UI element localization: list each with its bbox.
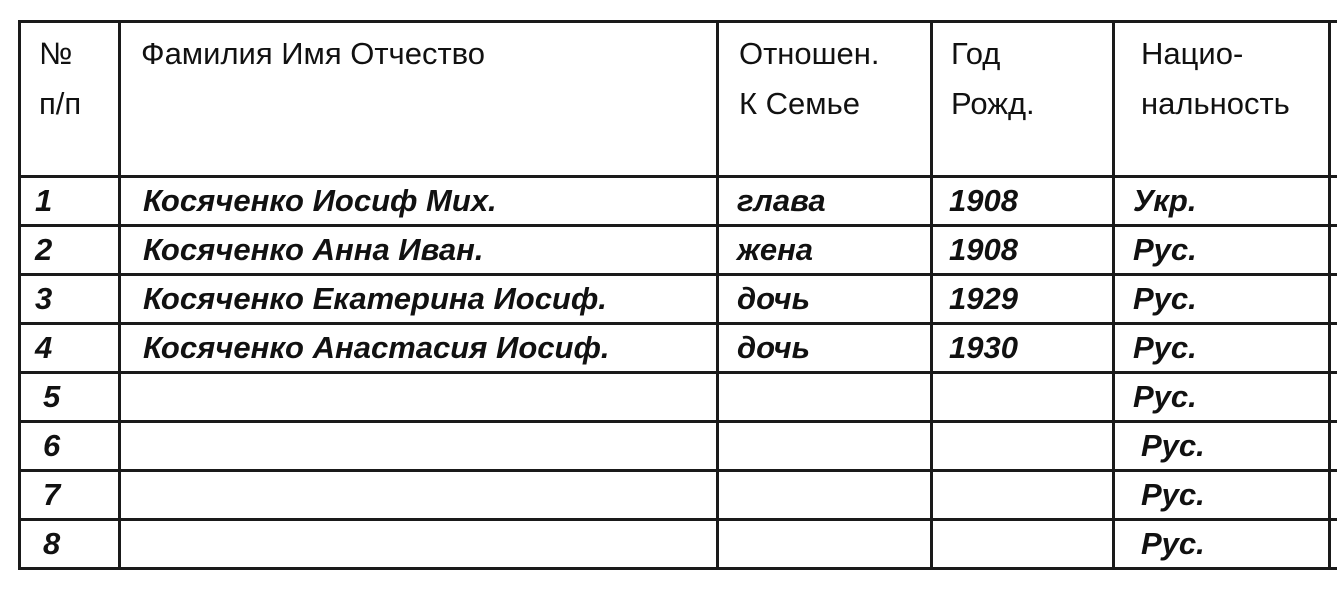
cell-cut-off	[1330, 471, 1337, 520]
cell-nationality	[1114, 373, 1330, 422]
cell-birth-year-text: 1929	[949, 281, 1018, 316]
family-register-table	[18, 20, 1337, 570]
cell-number	[20, 177, 120, 226]
cell-relation-text: дочь	[737, 330, 811, 365]
cell-nationality	[1114, 177, 1330, 226]
cell-relation	[718, 226, 932, 275]
table-row	[20, 275, 1337, 324]
header-nationality	[1114, 22, 1330, 177]
table-row	[20, 324, 1337, 373]
cell-nationality-text: Рус.	[1141, 428, 1205, 463]
cell-relation	[718, 324, 932, 373]
table-row	[20, 422, 1337, 471]
cell-birth-year	[932, 422, 1114, 471]
cell-full-name	[120, 422, 718, 471]
header-nationality-label: Нацио- нальность	[1141, 36, 1290, 121]
cell-number-text: 6	[43, 428, 61, 463]
cell-birth-year	[932, 226, 1114, 275]
table-row	[20, 177, 1337, 226]
header-number-label: № п/п	[39, 36, 82, 121]
cell-relation	[718, 520, 932, 569]
cell-full-name-text: Косяченко Екатерина Иосиф.	[143, 281, 607, 316]
table-row	[20, 471, 1337, 520]
cell-number-text: 5	[43, 379, 61, 414]
cell-nationality	[1114, 520, 1330, 569]
header-full-name	[120, 22, 718, 177]
cell-number-text: 2	[35, 232, 53, 267]
cell-nationality	[1114, 275, 1330, 324]
cell-nationality-text: Рус.	[1141, 477, 1205, 512]
cell-nationality-text: Рус.	[1141, 526, 1205, 561]
cell-number	[20, 324, 120, 373]
cell-relation	[718, 373, 932, 422]
cell-cut-off	[1330, 177, 1337, 226]
cell-number-text: 4	[35, 330, 53, 365]
cell-birth-year-text: 1908	[949, 232, 1018, 267]
cell-full-name-text: Косяченко Анна Иван.	[143, 232, 484, 267]
cell-nationality	[1114, 422, 1330, 471]
cell-number-text: 1	[35, 183, 53, 218]
cell-full-name	[120, 226, 718, 275]
cell-number	[20, 275, 120, 324]
cell-birth-year	[932, 520, 1114, 569]
cell-number	[20, 226, 120, 275]
cell-number	[20, 373, 120, 422]
cell-relation	[718, 422, 932, 471]
cell-cut-off	[1330, 226, 1337, 275]
cell-number	[20, 422, 120, 471]
cell-nationality-text: Рус.	[1133, 379, 1197, 414]
cell-birth-year	[932, 275, 1114, 324]
cell-birth-year	[932, 177, 1114, 226]
cell-nationality	[1114, 324, 1330, 373]
cell-cut-off	[1330, 275, 1337, 324]
cell-relation-text: жена	[737, 232, 814, 267]
cell-birth-year-text: 1930	[949, 330, 1018, 365]
cell-relation-text: дочь	[737, 281, 811, 316]
cell-number-text: 8	[43, 526, 61, 561]
cell-relation	[718, 275, 932, 324]
cell-relation	[718, 177, 932, 226]
cell-full-name-text: Косяченко Анастасия Иосиф.	[143, 330, 610, 365]
header-relation	[718, 22, 932, 177]
cell-nationality-text: Рус.	[1133, 281, 1197, 316]
cell-full-name-text: Косяченко Иосиф Мих.	[143, 183, 497, 218]
cell-relation-text: глава	[737, 183, 826, 218]
cell-nationality-text: Рус.	[1133, 232, 1197, 267]
cell-full-name	[120, 520, 718, 569]
cell-cut-off	[1330, 373, 1337, 422]
cell-number	[20, 471, 120, 520]
cell-birth-year-text: 1908	[949, 183, 1018, 218]
header-full-name-label: Фамилия Имя Отчество	[141, 36, 485, 71]
cell-number-text: 7	[43, 477, 61, 512]
cell-full-name	[120, 275, 718, 324]
header-cut-off-column	[1330, 22, 1337, 177]
cell-cut-off	[1330, 324, 1337, 373]
header-row	[20, 22, 1337, 177]
cell-full-name	[120, 471, 718, 520]
cell-full-name	[120, 373, 718, 422]
cell-relation	[718, 471, 932, 520]
table-row	[20, 226, 1337, 275]
cell-full-name	[120, 177, 718, 226]
cell-number-text: 3	[35, 281, 53, 316]
header-birth-year-label: Год Рожд.	[951, 36, 1035, 121]
cell-number	[20, 520, 120, 569]
table-row	[20, 520, 1337, 569]
header-number	[20, 22, 120, 177]
cell-birth-year	[932, 324, 1114, 373]
cell-birth-year	[932, 471, 1114, 520]
cell-birth-year	[932, 373, 1114, 422]
cell-nationality-text: Рус.	[1133, 330, 1197, 365]
header-birth-year	[932, 22, 1114, 177]
cell-full-name	[120, 324, 718, 373]
cell-cut-off	[1330, 520, 1337, 569]
table-row	[20, 373, 1337, 422]
cell-nationality	[1114, 226, 1330, 275]
cell-cut-off	[1330, 422, 1337, 471]
cell-nationality-text: Укр.	[1133, 183, 1197, 218]
header-relation-label: Отношен. К Семье	[739, 36, 880, 121]
cell-nationality	[1114, 471, 1330, 520]
